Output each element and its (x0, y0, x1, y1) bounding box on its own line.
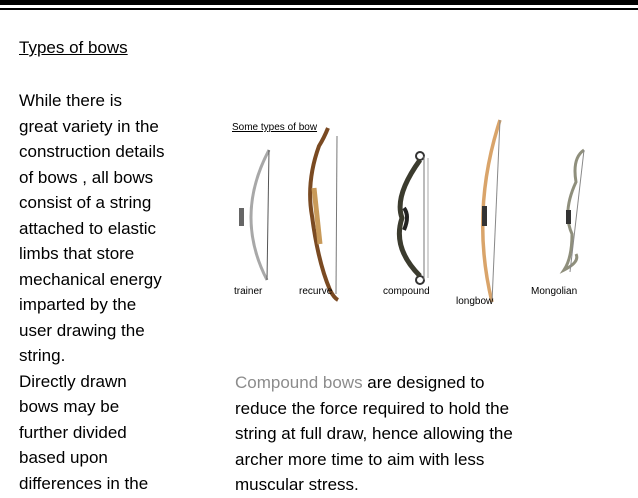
left-line: based upon (19, 448, 108, 467)
top-rule-thin (0, 8, 638, 10)
left-paragraph (19, 88, 215, 496)
right-line: muscular stress. (235, 475, 359, 494)
right-line: string at full draw, hence allowing the (235, 424, 513, 443)
left-line: construction details (19, 142, 165, 161)
left-line: user drawing the (19, 320, 145, 340)
bow-label-recurve: recurve (299, 286, 333, 297)
right-line: archer more time to aim with less (235, 449, 485, 469)
left-line: string. (19, 346, 66, 365)
left-line: Directly drawn (19, 371, 127, 391)
left-line: of bows , all bows (19, 167, 154, 187)
left-line: great variety in the (19, 116, 159, 136)
figure-caption: Some types of bow (232, 122, 318, 133)
bow-label-mongolian: Mongolian (531, 286, 578, 297)
compound-bow-image (399, 152, 428, 284)
trainer-bow-image (239, 150, 269, 280)
right-line: reduce the force required to hold the (235, 398, 510, 418)
left-line: mechanical energy (19, 269, 162, 289)
left-line: limbs that store (19, 244, 135, 263)
top-rule-thick (0, 0, 638, 5)
bow-label-longbow: longbow (456, 296, 494, 307)
bow-label-trainer: trainer (234, 286, 263, 297)
left-line: consist of a string (19, 193, 152, 212)
mongolian-bow-image (564, 150, 584, 272)
longbow-bow-image (482, 120, 500, 302)
right-line-1 (235, 370, 635, 396)
left-line: differences in the (19, 473, 149, 493)
right-paragraph (235, 370, 635, 498)
recurve-bow-image (310, 128, 338, 300)
left-line: While there is (19, 91, 122, 110)
compound-bows-highlight: Compound bows (235, 373, 363, 392)
left-line: further divided (19, 422, 127, 442)
left-line: attached to elastic (19, 218, 157, 238)
right-line-text: are designed to (362, 373, 485, 392)
left-line: imparted by the (19, 295, 137, 314)
left-line: bows may be (19, 397, 120, 416)
slide-title: Types of bows (19, 38, 128, 57)
bow-label-compound: compound (383, 286, 430, 297)
